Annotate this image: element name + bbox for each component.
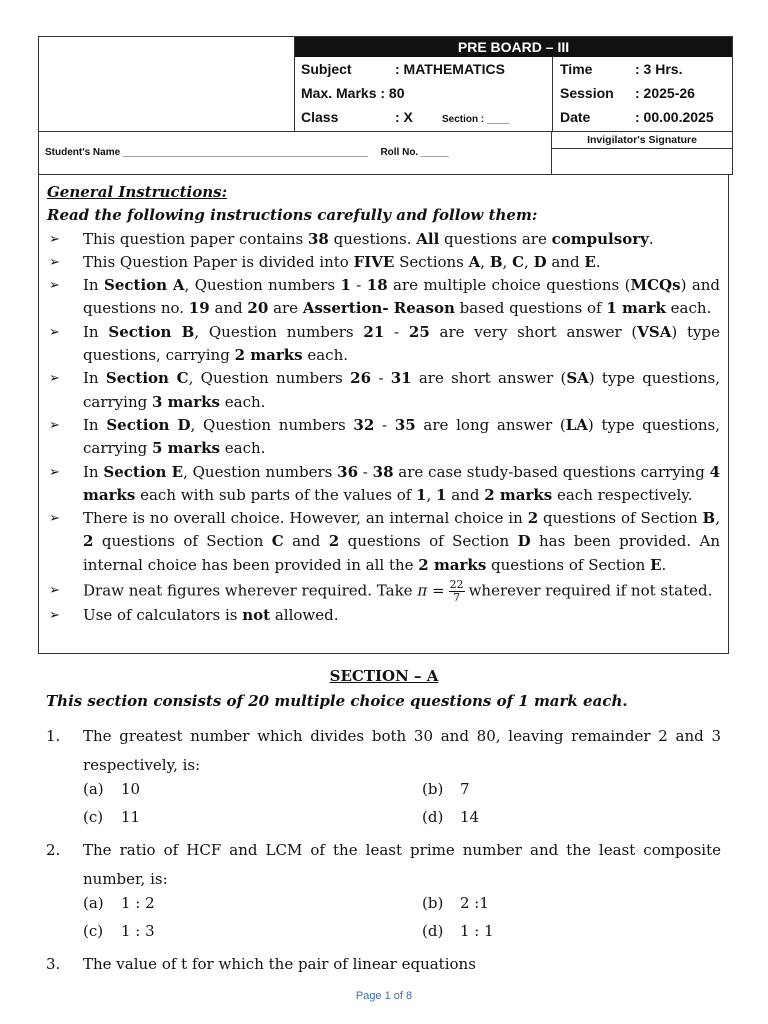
question-text: The greatest number which divides both 30 and 80, leaving remainder 2 and 3 respectively, is: [83, 727, 721, 774]
arrow-bullet-icon: ➢ [49, 231, 60, 247]
class-label: Class [301, 109, 339, 125]
student-name-field: Student's Name ____________________________________________ [45, 147, 368, 158]
option-b: (b) 2 :1 [422, 894, 489, 912]
date-value: : 00.00.2025 [635, 109, 714, 125]
arrow-bullet-icon: ➢ [49, 511, 60, 527]
question-number: 3. [46, 955, 61, 973]
arrow-bullet-icon: ➢ [49, 371, 60, 387]
section-title: SECTION – A [329, 667, 439, 685]
instruction-item: ➢ There is no overall choice. However, an internal choice in 2 questions of Section B, 2 questions of Section C and 2 questions of Section D has been provided. An internal choice has been provided in all the 2 marks questions of Section E. [49, 509, 720, 574]
question-number: 2. [46, 841, 61, 859]
arrow-bullet-icon: ➢ [49, 324, 60, 340]
class-value: : X [395, 109, 413, 125]
session-label: Session [560, 85, 614, 101]
session-value: : 2025-26 [635, 85, 695, 101]
option-a: (a) 1 : 2 [83, 894, 155, 912]
instructions-title: General Instructions: [47, 183, 228, 201]
invigilator-signature-label: Invigilator's Signature [552, 132, 732, 149]
option-c: (c) 1 : 3 [83, 922, 155, 940]
fraction-22-7: $\frac{22}{7}$ [449, 578, 464, 605]
instruction-item: ➢ In Section B, Question numbers 21 - 25 are very short answer (VSA) type questions, carrying 2 marks each. [49, 322, 721, 365]
page-number: Page 1 of 8 [355, 990, 413, 1002]
section-subtitle: This section consists of 20 multiple choice questions of 1 mark each. [46, 692, 628, 710]
subject-label: Subject [301, 61, 352, 77]
question-3 [46, 950, 721, 979]
instruction-item: ➢ In Section A, Question numbers 1 - 18 are multiple choice questions (MCQs) and questions no. 19 and 20 are Assertion- Reason based questions of 1 mark each. [49, 276, 721, 318]
instruction-item: ➢ In Section D, Question numbers 32 - 35 are long answer (LA) type questions, carrying 5 marks each. [49, 415, 720, 458]
arrow-bullet-icon: ➢ [49, 583, 60, 599]
option-b: (b) 7 [422, 780, 470, 798]
time-value: : 3 Hrs. [635, 61, 683, 77]
instruction-item: ➢ In Section C, Question numbers 26 - 31 are short answer (SA) type questions, carrying 3 marks each. [49, 369, 721, 411]
arrow-bullet-icon: ➢ [49, 278, 60, 294]
invigilator-signature-box [552, 149, 732, 174]
marks-label: Max. Marks [301, 85, 377, 101]
date-label: Date [560, 109, 591, 125]
logo-area [39, 37, 295, 131]
option-c: (c) 11 [83, 808, 141, 826]
instruction-item: ➢ This question paper contains 38 questions. All questions are compulsory. [47, 228, 720, 251]
board-title: PRE BOARD – III [295, 37, 732, 57]
question-number: 1. [46, 727, 61, 745]
arrow-bullet-icon: ➢ [49, 417, 60, 433]
arrow-bullet-icon: ➢ [49, 608, 60, 624]
option-a: (a) 10 [83, 780, 141, 798]
option-d: (d) 14 [422, 808, 480, 826]
header-table [38, 36, 733, 175]
roll-no-field: Roll No. _____ [380, 147, 449, 158]
question-text: The ratio of HCF and LCM of the least prime number and the least composite number, is: [83, 841, 721, 888]
instructions-box [38, 174, 729, 654]
instruction-item: ➢ Use of calculators is not allowed. [47, 604, 720, 627]
instruction-item: ➢ In Section E, Question numbers 36 - 38 are case study-based questions carrying 4 marks each with sub parts of the values of 1, 1 and 2 marks each respectively. [49, 462, 721, 504]
question-text: The value of t for which the pair of linear equations [83, 955, 476, 973]
instruction-item: ➢ This Question Paper is divided into FIVE Sections A, B, C, D and E. [47, 251, 720, 274]
subject-value: : MATHEMATICS [395, 61, 505, 77]
question-1 [46, 722, 721, 780]
instructions-subtitle: Read the following instructions carefully and follow them: [47, 206, 538, 225]
arrow-bullet-icon: ➢ [49, 254, 60, 270]
option-d: (d) 1 : 1 [422, 922, 494, 940]
time-label: Time [560, 61, 593, 77]
instruction-item: ➢ Draw neat figures wherever required. Take π = $\frac{22}{7}$ wherever required if not stated. [49, 578, 713, 605]
section-field: Section : ____ [442, 114, 510, 125]
question-2 [46, 836, 721, 894]
marks-value: : 80 [380, 85, 405, 101]
arrow-bullet-icon: ➢ [49, 464, 60, 480]
